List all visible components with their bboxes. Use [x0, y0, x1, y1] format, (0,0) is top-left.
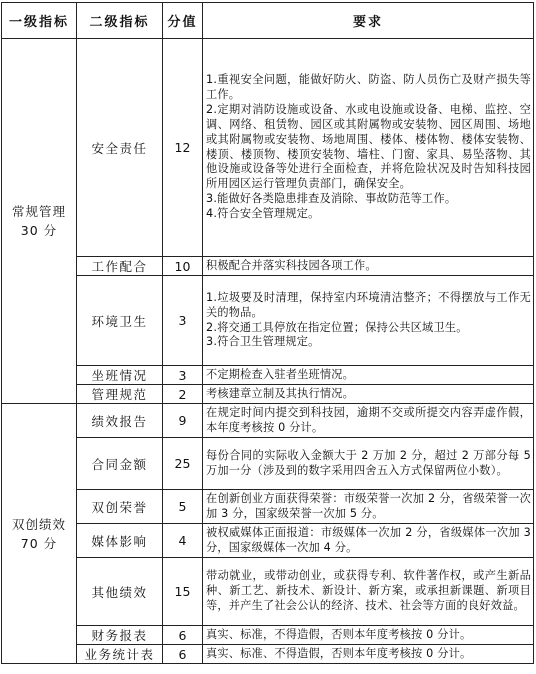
requirement-line: 被权威媒体正面报道：市级媒体一次加 2 分，省级媒体一次加 3 分，国家级媒体一次加 4 分。	[206, 525, 531, 554]
requirement-line: 2.将交通工具停放在指定位置；保持公共区域卫生。	[206, 320, 468, 334]
group-name: 双创绩效	[11, 516, 66, 532]
group-points: 30 分	[20, 223, 58, 238]
indicator-cell: 工作配合	[77, 257, 163, 276]
header-score: 分值	[163, 3, 203, 39]
table-row	[2, 558, 534, 626]
requirement-cell	[203, 276, 534, 366]
requirement-line: 1.重视安全问题，能做好防火、防盗、防人员伤亡及财产损失等工作。	[206, 72, 531, 101]
requirement-cell	[203, 524, 534, 558]
table-row	[2, 39, 534, 257]
indicator-cell: 双创荣誉	[77, 490, 163, 524]
header-requirement: 要求	[203, 3, 534, 39]
requirement-cell	[203, 645, 534, 664]
table-row	[2, 385, 534, 404]
header-row	[2, 3, 534, 39]
requirement-line: 1.垃圾要及时清理，保持室内环境清洁整齐；不得摆放与工作无关的物品。	[206, 290, 531, 319]
requirement-line: 真实、标准、不得造假，否则本年度考核按 0 分计。	[206, 646, 472, 660]
indicator-cell: 业务统计表	[77, 645, 163, 664]
requirement-line: 真实、标准，不得造假，否则本年度考核按 0 分计。	[206, 627, 472, 641]
evaluation-criteria-table	[1, 2, 534, 664]
indicator-cell: 财务报表	[77, 626, 163, 645]
table-row	[2, 524, 534, 558]
table-row	[2, 438, 534, 490]
table-row	[2, 276, 534, 366]
group-points: 70 分	[20, 535, 58, 551]
requirement-line: 2.定期对消防设施或设备、水或电设施或设备、电梯、监控、空调、网络、租赁物、园区或其附属物或安装物、园区周围、场地或其附属物或安装物、场地周围、楼体、楼体物、楼体安装物、楼顶、楼顶物、楼顶安装物、墙柱、门窗、家具、易坠落物、其他设施或设备等处进行全面检查，并将危险状况及时告知科技园所用园区运行管理负责部门，确保安全。	[206, 102, 531, 191]
requirement-line: 4.符合安全管理规定。	[206, 207, 320, 221]
requirement-line: 3.符合卫生管理规定。	[206, 335, 320, 349]
indicator-cell: 环境卫生	[77, 276, 163, 366]
requirement-line: 在规定时间内提交到科技园，逾期不交或所提交内容弄虚作假，本年度考核按 0 分计。	[206, 405, 531, 434]
requirement-line: 3.能做好各类隐患排查及消除、事故防范等工作。	[206, 192, 457, 206]
score-cell: 2	[163, 385, 203, 404]
table-row	[2, 257, 534, 276]
requirement-cell	[203, 438, 534, 490]
table-row	[2, 626, 534, 645]
table-row	[2, 490, 534, 524]
requirement-cell	[203, 366, 534, 385]
requirement-line: 在创新创业方面获得荣誉：市级荣誉一次加 2 分，省级荣誉一次加 3 分，国家级荣誉一次加 5 分。	[206, 491, 531, 520]
requirement-cell	[203, 490, 534, 524]
requirement-line: 每份合同的实际收入金额大于 2 万加 2 分，超过 2 万部分每 5 万加一分（涉及到的数字采用四舍五入方式保留两位小数）。	[206, 448, 531, 477]
group-cell-routine	[2, 39, 77, 404]
table-row	[2, 366, 534, 385]
requirement-cell	[203, 39, 534, 257]
score-cell: 10	[163, 257, 203, 276]
score-cell: 25	[163, 438, 203, 490]
indicator-cell: 安全责任	[77, 39, 163, 257]
table-row	[2, 645, 534, 664]
requirement-cell	[203, 558, 534, 626]
header-level1: 一级指标	[2, 3, 77, 39]
score-cell: 6	[163, 645, 203, 664]
indicator-cell: 绩效报告	[77, 404, 163, 438]
indicator-cell: 坐班情况	[77, 366, 163, 385]
requirement-cell	[203, 385, 534, 404]
requirement-line: 不定期检查入驻者坐班情况。	[206, 367, 355, 381]
group-cell-innovation	[2, 404, 77, 664]
score-cell: 6	[163, 626, 203, 645]
score-cell: 5	[163, 490, 203, 524]
indicator-cell: 合同金额	[77, 438, 163, 490]
requirement-line: 带动就业，或带动创业，或获得专利、软件著作权，或产生新品种、新工艺、新技术、新设计、新方案，或承担新课题、新项目等，并产生了社会公认的经济、技术、社会等方面的良好效益。	[206, 569, 531, 612]
score-cell: 15	[163, 558, 203, 626]
requirement-line: 积极配合并落实科技园各项工作。	[206, 258, 377, 272]
score-cell: 3	[163, 276, 203, 366]
header-level2: 二级指标	[77, 3, 163, 39]
score-cell: 4	[163, 524, 203, 558]
indicator-cell: 媒体影响	[77, 524, 163, 558]
group-name: 常规管理	[11, 204, 66, 219]
score-cell: 9	[163, 404, 203, 438]
indicator-cell: 管理规范	[77, 385, 163, 404]
score-cell: 3	[163, 366, 203, 385]
table-row	[2, 404, 534, 438]
requirement-cell	[203, 257, 534, 276]
requirement-cell	[203, 626, 534, 645]
score-cell: 12	[163, 39, 203, 257]
requirement-cell	[203, 404, 534, 438]
indicator-cell: 其他绩效	[77, 558, 163, 626]
requirement-line: 考核建章立制及其执行情况。	[206, 386, 355, 400]
